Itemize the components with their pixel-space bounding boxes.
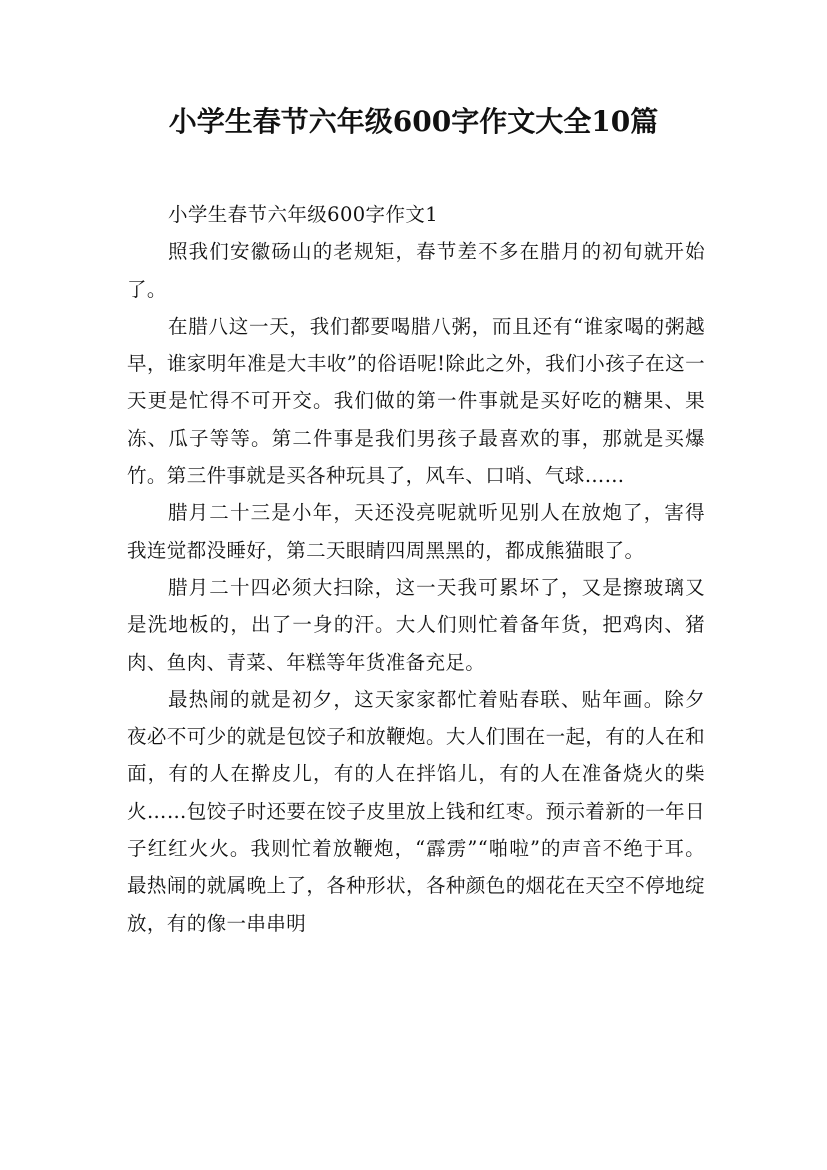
paragraph-4: 腊月二十四必须大扫除，这一天我可累坏了，又是擦玻璃又是洗地板的，出了一身的汗。大人们则忙着备年货，把鸡肉、猪肉、鱼肉、青菜、年糕等年货准备充足。 <box>127 575 705 674</box>
paragraph-3: 腊月二十三是小年，天还没亮呢就听见别人在放炮了，害得我连觉都没睡好，第二天眼睛四周黑黑的，都成熊猫眼了。 <box>127 501 705 562</box>
paragraph-2: 在腊八这一天，我们都要喝腊八粥，而且还有“谁家喝的粥越早，谁家明年准是大丰收”的俗语呢!除此之外，我们小孩子在这一天更是忙得不可开交。我们做的第一件事就是买好吃的糖果、果冻、瓜子等等。第二件事是我们男孩子最喜欢的事，那就是买爆竹。第三件事就是买各种玩具了，风车、口哨、气球…… <box>127 314 705 488</box>
paragraph-5: 最热闹的就是初夕，这天家家都忙着贴春联、贴年画。除夕夜必不可少的就是包饺子和放鞭炮。大人们围在一起，有的人在和面，有的人在擀皮儿，有的人在拌馅儿，有的人在准备烧火的柴火……包饺子时还要在饺子皮里放上钱和红枣。预示着新的一年日子红红火火。我则忙着放鞭炮，“霹雳”“啪啦”的声音不绝于耳。最热闹的就属晚上了，各种形状，各种颜色的烟花在天空不停地绽放，有的像一串串明 <box>127 687 705 935</box>
paragraph-1: 照我们安徽砀山的老规矩，春节差不多在腊月的初旬就开始了。 <box>127 240 705 301</box>
essay-heading: 小学生春节六年级600字作文1 <box>167 203 439 226</box>
document-title: 小学生春节六年级600字作文大全10篇 <box>168 105 659 138</box>
essay-body <box>127 196 705 942</box>
